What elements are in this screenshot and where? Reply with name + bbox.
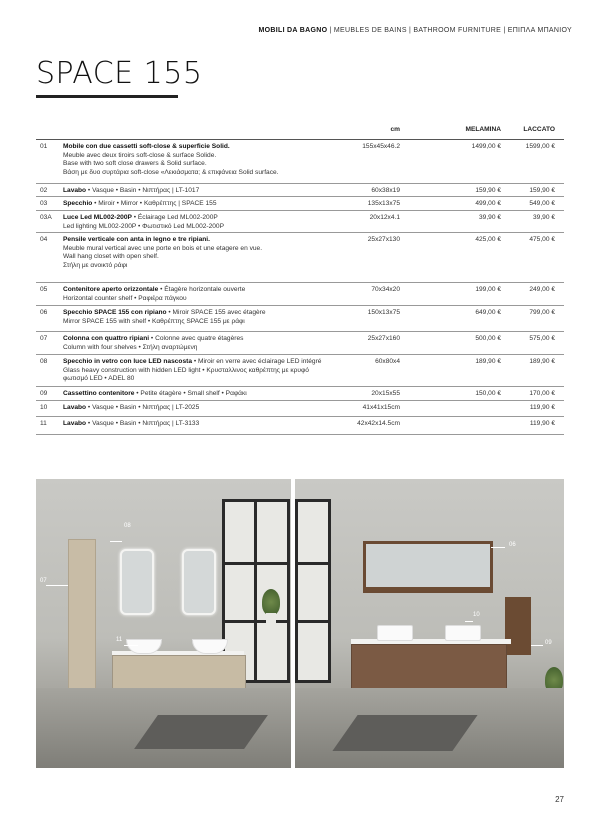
item-dimensions: 20x15x55 xyxy=(371,390,400,397)
photo-right-bathroom xyxy=(295,479,564,768)
item-name: Specchio SPACE 155 con ripiano xyxy=(63,309,167,316)
table-row xyxy=(36,197,564,211)
price-melamina: 1499,00 € xyxy=(471,143,501,150)
item-dimensions: 60x38x19 xyxy=(371,187,400,194)
vertical-shelf xyxy=(505,597,531,655)
price-melamina: 649,00 € xyxy=(475,309,501,316)
callout-09: 09 xyxy=(545,640,552,646)
item-dimensions: 60x80x4 xyxy=(375,358,400,365)
price-melamina: 199,00 € xyxy=(475,286,501,293)
item-code: 10 xyxy=(40,404,48,411)
item-code: 08 xyxy=(40,358,48,365)
price-laccato: 249,00 € xyxy=(529,286,555,293)
header-category-bold: MOBILI DA BAGNO xyxy=(258,27,328,34)
item-name-translations: • Miroir SPACE 155 avec étagère xyxy=(166,309,266,316)
item-code: 04 xyxy=(40,236,48,243)
callout-06: 06 xyxy=(509,542,516,548)
price-laccato: 475,00 € xyxy=(529,236,555,243)
table-row xyxy=(36,332,564,355)
header-cm: cm xyxy=(390,126,400,133)
led-mirror xyxy=(120,549,154,615)
price-melamina: 425,00 € xyxy=(475,236,501,243)
item-code: 06 xyxy=(40,309,48,316)
product-photos xyxy=(36,479,564,768)
vanity-base xyxy=(112,655,246,691)
item-dimensions: 20x12x4.1 xyxy=(369,214,400,221)
basin xyxy=(377,625,413,641)
table-row xyxy=(36,355,564,387)
item-name-translations: • Colonne avec quatre étagères xyxy=(149,335,244,342)
table-row xyxy=(36,387,564,401)
item-dimensions: 25x27x130 xyxy=(367,236,400,243)
item-dimensions: 150x13x75 xyxy=(367,309,400,316)
item-code: 02 xyxy=(40,187,48,194)
item-dimensions: 70x34x20 xyxy=(371,286,400,293)
item-name: Lavabo xyxy=(63,187,87,194)
item-description-line: Wall hang closet with open shelf. xyxy=(63,253,159,261)
item-description-line: Column with four shelves • Στήλη αναρτώμενη xyxy=(63,343,198,351)
table-row xyxy=(36,233,564,283)
space-155-mirror xyxy=(363,541,493,593)
item-dimensions: 155x45x46.2 xyxy=(362,143,400,150)
item-code: 03A xyxy=(40,214,52,221)
table-row xyxy=(36,184,564,197)
callout-10: 10 xyxy=(473,612,480,618)
item-code: 03 xyxy=(40,200,48,207)
item-dimensions: 135x13x75 xyxy=(367,200,400,207)
item-name: Luce Led ML002-200P xyxy=(63,214,132,221)
photo-left-bathroom xyxy=(36,479,291,768)
callout-08: 08 xyxy=(124,523,131,529)
price-laccato: 799,00 € xyxy=(529,309,555,316)
vanity-base xyxy=(351,644,507,692)
item-name: Contenitore aperto orizzontale xyxy=(63,286,159,293)
plant-pot xyxy=(266,613,276,623)
callout-11: 11 xyxy=(116,637,123,643)
price-laccato: 549,00 € xyxy=(529,200,555,207)
header-laccato: LACCATO xyxy=(523,126,555,133)
price-laccato: 170,00 € xyxy=(529,390,555,397)
item-dimensions: 25x27x160 xyxy=(367,335,400,342)
price-melamina: 189,90 € xyxy=(475,358,501,365)
table-row xyxy=(36,283,564,306)
price-melamina: 500,00 € xyxy=(475,335,501,342)
column-cabinet xyxy=(68,539,96,697)
item-description-line: φωτισμό LED • ADEL 80 xyxy=(63,375,135,383)
item-name-translations: • Étagère horizontale ouverte xyxy=(158,286,246,293)
item-code: 07 xyxy=(40,335,48,342)
item-description-line: Στήλη με ανοικτό ράφι xyxy=(63,261,128,269)
plant xyxy=(262,589,280,615)
item-name: Specchio in vetro con luce LED nascosta xyxy=(63,358,192,365)
table-body xyxy=(36,140,564,435)
callout-07: 07 xyxy=(40,578,47,584)
item-name: Lavabo xyxy=(63,420,87,427)
table-row xyxy=(36,140,564,184)
item-description-line: Led lighting ML002-200P • Φωτιστικό Led ML002-200P xyxy=(63,222,224,230)
price-melamina: 159,90 € xyxy=(475,187,501,194)
price-laccato: 119,90 € xyxy=(529,404,555,411)
item-description-line: Mirror SPACE 155 with shelf • Καθρέπτης SPACE 155 με ράφι xyxy=(63,317,245,325)
item-name-translations: • Vasque • Basin • Νιπτήρας | LT-1017 xyxy=(86,187,200,194)
item-name: Mobile con due cassetti soft-close & superficie Solid. xyxy=(63,143,230,150)
price-laccato: 1599,00 € xyxy=(525,143,555,150)
price-laccato: 189,90 € xyxy=(529,358,555,365)
item-code: 05 xyxy=(40,286,48,293)
item-name-translations: • Petite étagère • Small shelf • Ραφάκι xyxy=(134,390,247,397)
item-name-translations: • Vasque • Basin • Νιπτήρας | LT-2025 xyxy=(86,404,200,411)
table-row xyxy=(36,401,564,417)
item-code: 01 xyxy=(40,143,48,150)
item-name-translations: • Miroir en verre avec éclairage LED intégré xyxy=(191,358,322,365)
item-code: 09 xyxy=(40,390,48,397)
basin xyxy=(445,625,481,641)
page-number: 27 xyxy=(555,795,564,804)
price-table xyxy=(36,123,564,435)
item-dimensions: 42x42x14.5cm xyxy=(357,420,400,427)
price-melamina: 39,90 € xyxy=(479,214,501,221)
item-code: 11 xyxy=(40,420,47,427)
title-underline xyxy=(36,95,178,98)
item-name: Pensile verticale con anta in legno e tre ripiani. xyxy=(63,236,210,243)
rug xyxy=(332,715,477,751)
table-header xyxy=(36,123,564,140)
section-header xyxy=(259,27,572,34)
item-name: Cassettino contenitore xyxy=(63,390,135,397)
item-description-line: Βάση με δυο συρτάρια soft-close «Λεκιάσματα; & επιφάνεια Solid surface. xyxy=(63,168,279,176)
page-title: SPACE 155 xyxy=(36,56,203,91)
item-name-translations: • Vasque • Basin • Νιπτήρας | LT-3133 xyxy=(86,420,200,427)
item-name: Colonna con quattro ripiani xyxy=(63,335,150,342)
item-name: Specchio xyxy=(63,200,93,207)
price-melamina: 499,00 € xyxy=(475,200,501,207)
table-row xyxy=(36,417,564,435)
table-row xyxy=(36,306,564,332)
table-row xyxy=(36,211,564,233)
header-category-rest: | MEUBLES DE BAINS | BATHROOM FURNITURE | ΕΠΙΠΛΑ ΜΠΑΝΙΟΥ xyxy=(327,27,572,34)
led-mirror xyxy=(182,549,216,615)
mirror-shelf xyxy=(363,587,493,591)
item-name-translations: • Éclairage Led ML002-200P xyxy=(131,214,218,221)
item-description-line: Horizontal counter shelf • Ραφιέρα πάγκου xyxy=(63,294,187,302)
item-description-line: Meuble mural vertical avec une porte en bois et une etagere en vue. xyxy=(63,244,263,252)
price-laccato: 159,90 € xyxy=(529,187,555,194)
item-description-line: Glass heavy construction with hidden LED light • Κρυσταλλινος καθρέπτης με κρυφό xyxy=(63,366,309,374)
item-dimensions: 41x41x15cm xyxy=(362,404,400,411)
item-name: Lavabo xyxy=(63,404,87,411)
item-name-translations: • Miroir • Mirror • Καθρέπτης | SPACE 155 xyxy=(92,200,217,207)
price-laccato: 575,00 € xyxy=(529,335,555,342)
price-laccato: 119,90 € xyxy=(529,420,555,427)
window xyxy=(295,499,331,683)
price-laccato: 39,90 € xyxy=(533,214,555,221)
item-description-line: Base with two soft close drawers & Solid surface. xyxy=(63,160,207,168)
header-melamina: MELAMINA xyxy=(465,126,501,133)
price-melamina: 150,00 € xyxy=(475,390,501,397)
item-description-line: Meuble avec deux tiroirs soft-close & surface Solide. xyxy=(63,151,217,159)
